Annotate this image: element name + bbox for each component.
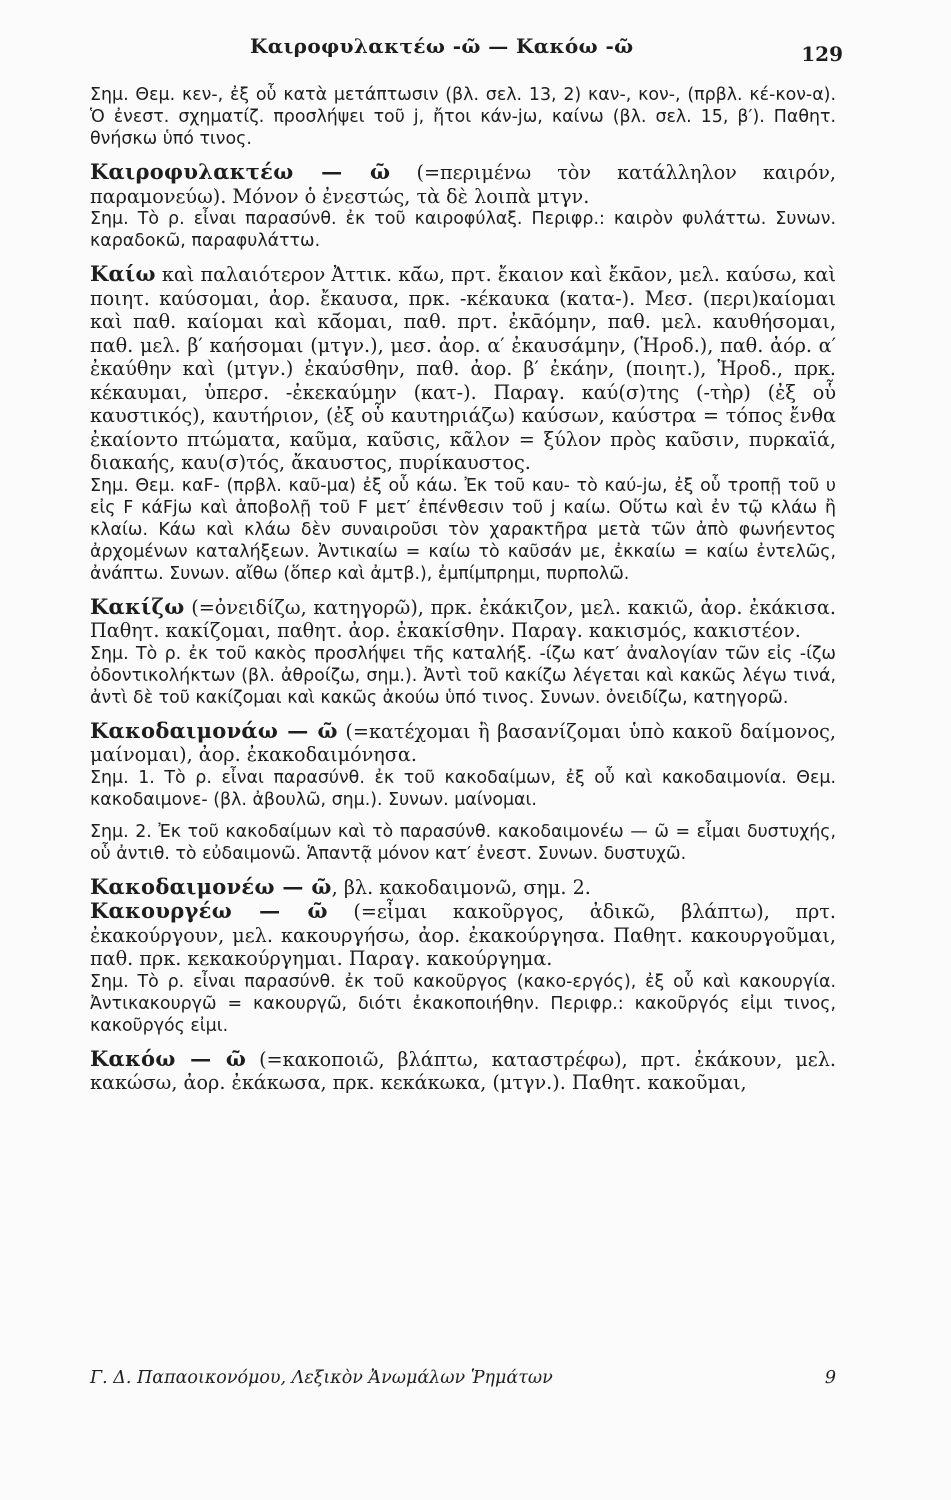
entry-kakourgeo: Κακουργέω — ῶ (=εἶμαι κακοῦργος, ἀδικῶ, βλάπτω), πρτ. ἐκακούργουν, μελ. κακουργήσω, ἀορ. ἐκακούργησα. Παθητ. κακουργοῦμαι, παθ. πρκ. κεκακούργημαι. Παραγ. κακούργημα. xyxy=(90,898,836,970)
headword: Κακοδαιμονάω — ῶ xyxy=(90,717,338,743)
entry-kakodaimonao: Κακοδαιμονάω — ῶ (=κατέχομαι ἢ βασανίζομαι ὑπὸ κακοῦ δαίμονος, μαίνομαι), ἀορ. ἐκακοδαιμόνησα. xyxy=(90,717,836,766)
note: Σημ. 1. Τὸ ρ. εἶναι παρασύνθ. ἐκ τοῦ κακοδαίμων, ἐξ οὗ καὶ κακοδαιμονία. Θεμ. κακοδαιμονε- (βλ. ἀβουλῶ, σημ.). Συνων. μαίνομαι. xyxy=(90,767,836,810)
page-number: 129 xyxy=(801,42,843,66)
signature-mark: 9 xyxy=(824,1368,836,1388)
entry-kakodaimoneo: Κακοδαιμονέω — ῶ, βλ. κακοδαιμονῶ, σημ. 2. xyxy=(90,873,591,899)
headword: Καιροφυλακτέω — ῶ xyxy=(90,159,391,184)
note: Σημ. 2. Ἐκ τοῦ κακοδαίμων καὶ τὸ παρασύνθ. κακοδαιμονέω — ῶ = εἶμαι δυστυχής, οὗ ἀντιθ. τὸ εὐδαιμονῶ. Ἁπαντᾷ μόνον κατ′ ἐνεστ. Συνων. δυστυχῶ. xyxy=(90,821,836,864)
headword: Κακουργέω — ῶ xyxy=(90,898,328,923)
headword: Κακίζω xyxy=(90,593,185,619)
entry-kakizo: Κακίζω (=ὀνειδίζω, κατηγορῶ), πρκ. ἐκάκιζον, μελ. κακιῶ, ἀορ. ἐκάκισα. Παθητ. κακίζομαι, παθητ. ἀορ. ἐκακίσθην. Παραγ. κακισμός, κακιστέον. xyxy=(90,593,836,642)
dictionary-body xyxy=(90,84,836,1095)
headword: Καίω xyxy=(90,261,156,286)
note: Σημ. Τὸ ρ. εἶναι παρασύνθ. ἐκ τοῦ καιροφύλαξ. Περιφρ.: καιρὸν φυλάττω. Συνων. καραδοκῶ, παραφυλάττω. xyxy=(90,209,836,251)
page-footer xyxy=(90,1368,836,1398)
headword: Κακοδαιμονέω — ῶ xyxy=(90,873,332,899)
note: Σημ. Τὸ ρ. εἶναι παρασύνθ. ἐκ τοῦ κακοῦργος (κακο-εργός), ἐξ οὗ καὶ κακουργία. Ἀντικακουργῶ = κακουργῶ, διότι ἐκακοποιήθην. Περιφρ.: κακοῦργός εἰμι τινος, κακοῦργός εἰμι. xyxy=(90,971,836,1036)
running-head-title: Καιροφυλακτέω -ῶ — Κακόω -ῶ xyxy=(250,34,634,58)
note: Σημ. Θεμ. κεν-, ἐξ οὗ κατὰ μετάπτωσιν (βλ. σελ. 13, 2) καν-, κον-, (πρβλ. κέ-κον-α). Ὁ ἐνεστ. σχηματίζ. προσλήψει τοῦ j, ἤτοι κάν-jω, καίνω (βλ. σελ. 15, β′). Παθητ. θνήσκω ὑπό τινος. xyxy=(90,85,836,149)
entry-kakoo: Κακόω — ῶ (=κακοποιῶ, βλάπτω, καταστρέφω), πρτ. ἐκάκουν, μελ. κακώσω, ἀορ. ἐκάκωσα, πρκ. κεκάκωκα, (μτγν.). Παθητ. κακοῦμαι, xyxy=(90,1045,836,1094)
entry-kairofylakteo: Καιροφυλακτέω — ῶ (=περιμένω τὸν κατάλληλον καιρόν, παραμονεύω). Μόνον ὁ ἐνεστώς, τὰ δὲ λοιπὰ μτγν. xyxy=(90,159,836,208)
note: Σημ. Θεμ. καF- (πρβλ. καῦ-μα) ἐξ οὗ κάω. Ἐκ τοῦ καυ- τὸ καύ-jω, ἐξ οὗ τροπῇ τοῦ υ εἰς F κάFjω καὶ ἀποβολῇ τοῦ F μετ′ ἐπένθεσιν τοῦ j καίω. Οὕτω καὶ ἐν τῷ κλάω ἢ κλαίω. Κάω καὶ κλάω δὲν συναιροῦσι τὸν χαρακτῆρα μετὰ τῶν ἀπὸ φωνήεντος ἀρχομένων καταλήξεων. Ἀντικαίω = καίω τὸ καῦσάν με, ἐκκαίω = καίω ἐντελῶς, ἀνάπτω. Συνων. αἴθω (ὅπερ καὶ ἀμτβ.), ἐμπίμπρημι, πυρπολῶ. xyxy=(90,475,836,584)
footer-author: Γ. Δ. Παπαοικονόμου, Λεξικὸν Ἀνωμάλων Ῥημάτων xyxy=(90,1368,553,1388)
entry-kaio: Καίω καὶ παλαιότερον Ἀττικ. κᾱ́ω, πρτ. ἔκαιον καὶ ἔκᾱον, μελ. καύσω, καὶ ποιητ. καύσομαι, ἀορ. ἔκαυσα, πρκ. -κέκαυκα (κατα-). Μεσ. (περι)καίομαι καὶ παθ. καίομαι καὶ κᾱ́ομαι, παθ. πρτ. ἐκᾱόμην, παθ. μελ. καυθήσομαι, παθ. μελ. β′ καήσομαι (μτγν.), μεσ. ἀορ. α′ ἐκαυσάμην, (Ἡροδ.), παθ. ἀόρ. α′ ἐκαύθην καὶ (μτγν.) ἐκαύσθην, παθ. ἀορ. β′ ἐκάην, (ποιητ.), Ἡροδ., πρκ. κέκαυμαι, ὑπερσ. -ἐκεκαύμην (κατ-). Παραγ. καύ(σ)της (-τὴρ) (ἐξ οὗ καυστικός), καυτήριον, (ἐξ οὗ καυτηριάζω) καύσων, καύστρα = τόπος ἔνθα ἐκαίοντο πτώματα, καῦμα, καῦσις, κᾶλον = ξύλον πρὸς καῦσιν, πυρκαϊά, διακαής, καυ(σ)τός, ἄκαυστος, πυρίκαυστος. xyxy=(90,261,836,474)
note: Σημ. Τὸ ρ. ἐκ τοῦ κακὸς προσλήψει τῆς καταλήξ. -ίζω κατ′ ἀναλογίαν τῶν εἰς -ίζω ὀδοντικολήκτων (βλ. ἀθροίζω, σημ.). Ἀντὶ τοῦ κακίζω λέγεται καὶ κακῶς λέγω τινά, ἀντὶ δὲ τοῦ κακίζομαι καὶ κακῶς ἀκούω ὑπό τινος. Συνων. ὀνειδίζω, κατηγορῶ. xyxy=(90,643,836,708)
headword: Κακόω — ῶ xyxy=(90,1045,247,1071)
running-head xyxy=(0,30,951,64)
